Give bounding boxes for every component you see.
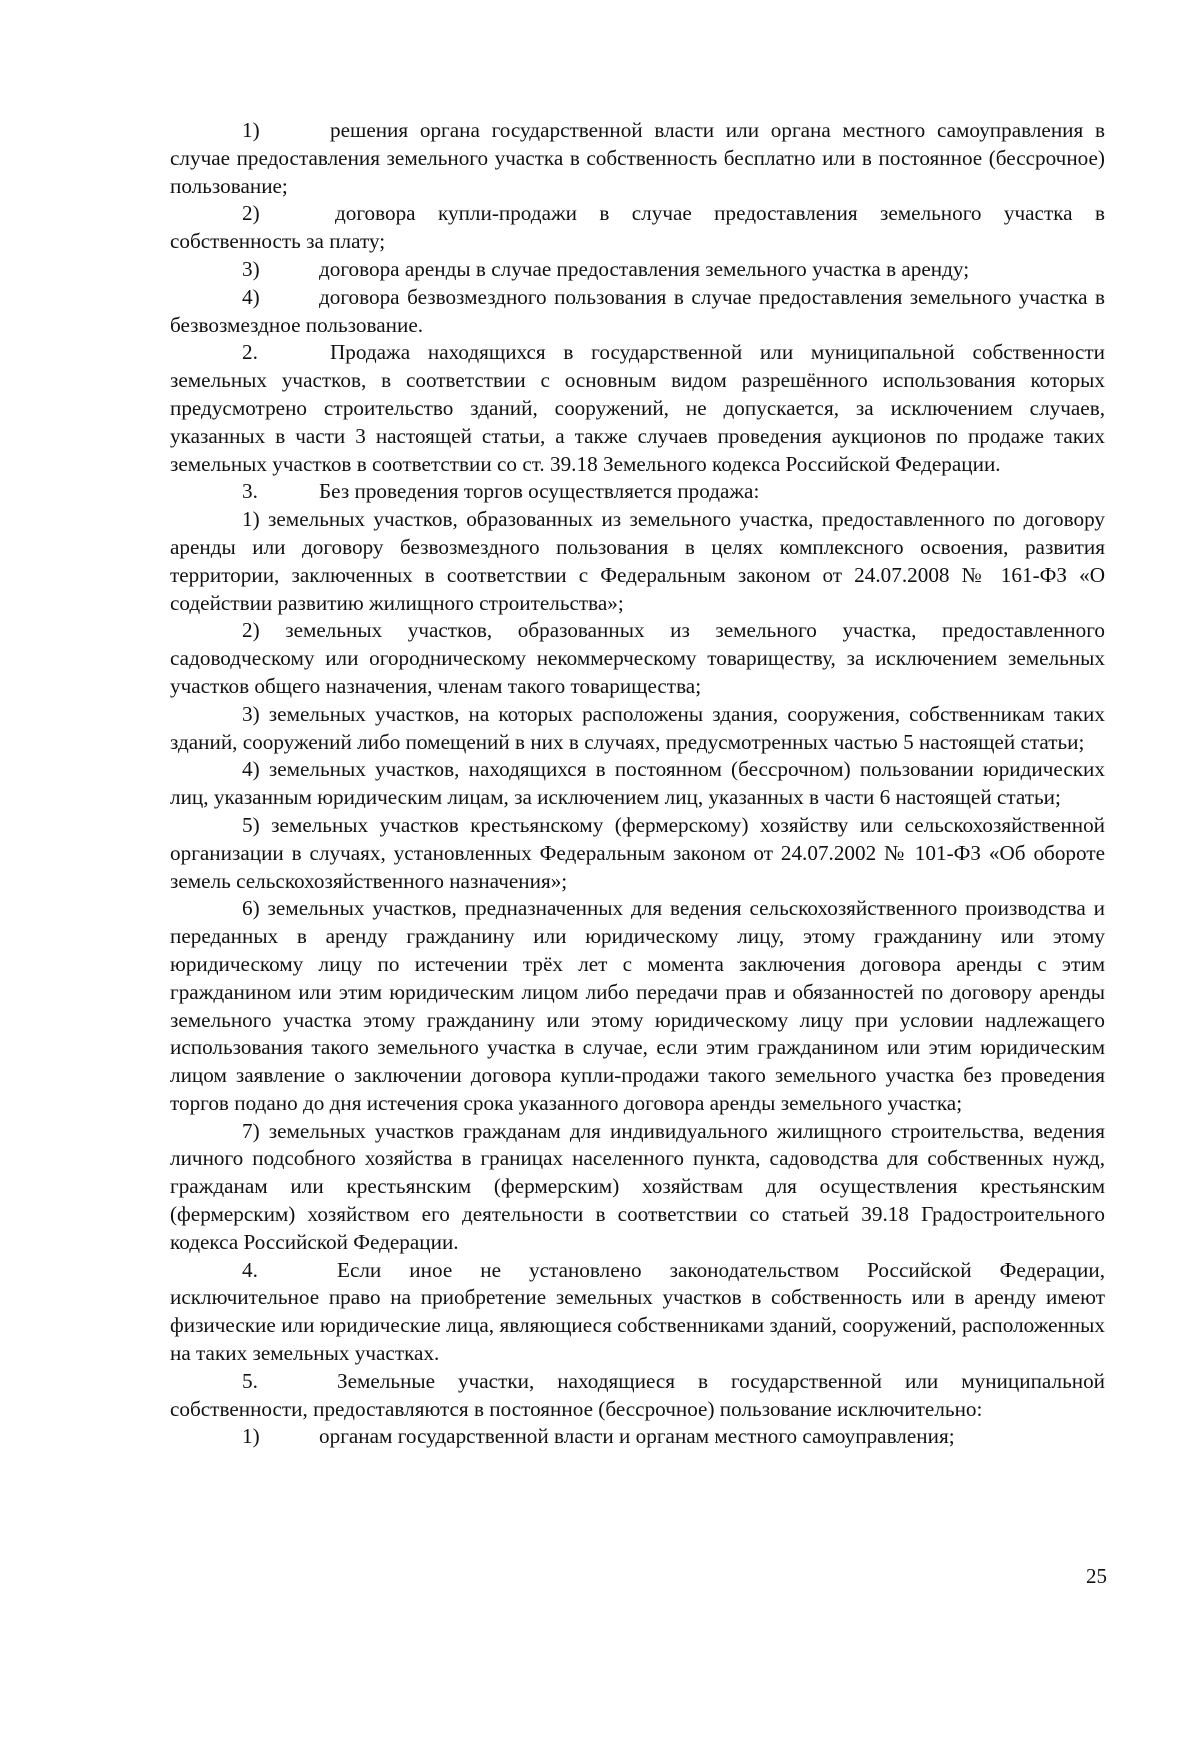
paragraph-item-3 [170,256,1105,284]
paragraph-subitem-7 [170,1118,1105,1257]
section-number: 4. [242,1257,258,1282]
paragraph-section-4 [170,1257,1105,1368]
paragraph-text: Если иное не установлено законодательством Российской Федерации, исключительное право на приобретение земельных участков в собственность или в аренду имеют физические или юридические лица, являющиеся собственниками зданий, сооружений, расположенных на таких земельных участках. [170,1257,1105,1366]
paragraph-subitem-2 [170,617,1105,700]
paragraph-subitem-4 [170,756,1105,812]
paragraph-text: решения органа государственной власти или органа местного самоуправления в случае предоставления земельного участка в собственность бесплатно или в постоянное (бессрочное) пользование; [170,118,1105,198]
paragraph-item-1-final [170,1423,1105,1451]
paragraph-subitem-5 [170,812,1105,895]
paragraph-text: 6) земельных участков, предназначенных для ведения сельскохозяйственного производства и переданных в аренду гражданину или юридическому лицу, этому гражданину или этому юридическому лицу по истечении трёх лет с момента заключения договора аренды с этим гражданином или этим юридическим лицом либо передачи прав и обязанностей по договору аренды земельного участка этому гражданину или этому юридическому лицу при условии надлежащего использования такого земельного участка в случае, если этим гражданином или этим юридическим лицом заявление о заключении договора купли-продажи такого земельного участка без проведения торгов подано до дня истечения срока указанного договора аренды земельного участка; [170,896,1105,1115]
list-marker: 3) [242,256,260,281]
document-page [170,117,1105,1451]
paragraph-subitem-1 [170,506,1105,617]
paragraph-text: Без проведения торгов осуществляется продажа: [319,479,760,504]
section-number: 3. [242,479,258,504]
paragraph-item-4 [170,284,1105,340]
paragraph-text: органам государственной власти и органам местного самоуправления; [319,1424,955,1449]
page-number: 25 [1086,1564,1107,1588]
section-number: 2. [242,340,258,365]
paragraph-section-5 [170,1368,1105,1424]
paragraph-text: 1) земельных участков, образованных из земельного участка, предоставленного по договору аренды или договору безвозмездного пользования в целях комплексного освоения, развития территории, заключенных в соответствии с Федеральным законом от 24.07.2008 № 161-ФЗ «О содействии развитию жилищного строительства»; [170,507,1105,615]
paragraph-text: Продажа находящихся в государственной или муниципальной собственности земельных участков, в соответствии с основным видом разрешённого использования которых предусмотрено строительство зданий, сооружений, не допускается, за исключением случаев, указанных в части 3 настоящей статьи, а также случаев проведения аукционов по продаже таких земельных участков в соответствии со ст. 39.18 Земельного кодекса Российской Федерации. [170,340,1105,476]
list-marker: 1) [242,1424,260,1449]
paragraph-text: 3) земельных участков, на которых расположены здания, сооружения, собственникам таких зданий, сооружений либо помещений в них в случаях, предусмотренных частью 5 настоящей статьи; [170,701,1105,754]
paragraph-section-2 [170,339,1105,478]
list-marker: 1) [242,118,260,142]
section-number: 5. [242,1368,258,1393]
paragraph-text: договора аренды в случае предоставления земельного участка в аренду; [319,256,970,281]
paragraph-text: 5) земельных участков крестьянскому (фермерскому) хозяйству или сельскохозяйственной организации в случаях, установленных Федеральным законом от 24.07.2002 № 101-ФЗ «Об обороте земель сельскохозяйственного назначения»; [170,812,1105,893]
paragraph-text: договора безвозмездного пользования в случае предоставления земельного участка в безвозмездное пользование. [170,284,1105,337]
paragraph-subitem-3 [170,701,1105,757]
paragraph-text: Земельные участки, находящиеся в государственной или муниципальной собственности, предоставляются в постоянное (бессрочное) пользование исключительно: [170,1368,1105,1421]
paragraph-text: 2) земельных участков, образованных из земельного участка, предоставленного садоводческому или огородническому некоммерческому товариществу, за исключением земельных участков общего назначения, членам такого товарищества; [170,618,1105,698]
paragraph-item-2 [170,200,1105,256]
paragraph-subitem-6 [170,895,1105,1117]
list-marker: 4) [242,284,260,309]
paragraph-section-3 [170,478,1105,506]
list-marker: 2) [242,201,260,226]
paragraph-item-1 [170,117,1105,200]
paragraph-text: 7) земельных участков гражданам для индивидуального жилищного строительства, ведения личного подсобного хозяйства в границах населенного пункта, садоводства для собственных нужд, гражданам или крестьянским (фермерским) хозяйствам для осуществления крестьянским (фермерским) хозяйством его деятельности в соответствии со статьей 39.18 Градостроительного кодекса Российской Федерации. [170,1118,1105,1254]
paragraph-text: договора купли-продажи в случае предоставления земельного участка в собственность за плату; [170,201,1105,254]
paragraph-text: 4) земельных участков, находящихся в постоянном (бессрочном) пользовании юридических лиц, указанным юридическим лицам, за исключением лиц, указанных в части 6 настоящей статьи; [170,757,1105,810]
